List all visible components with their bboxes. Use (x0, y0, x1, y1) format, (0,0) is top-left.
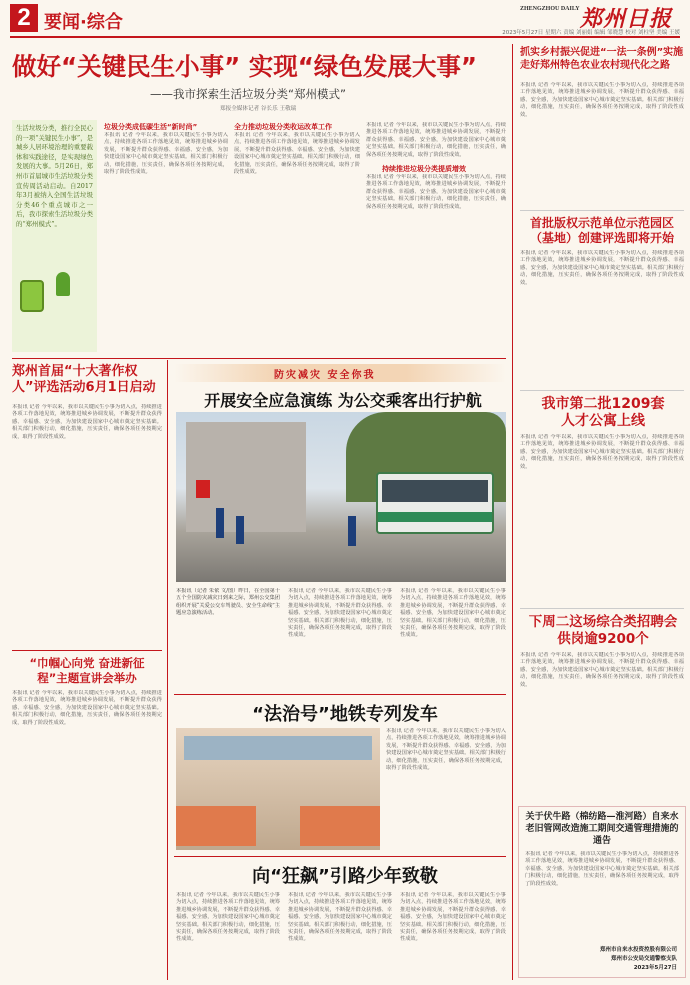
lead-byline: 郑报全媒体记者 谷长乐 王敬瑞 (220, 106, 297, 112)
notice-date: 2023年5月27日 (633, 965, 677, 971)
drill-photo (176, 412, 506, 582)
center-headline: 开展安全应急演练 为公交乘客出行护航 (204, 391, 482, 410)
notice-body: 本报讯 记者 今年以来，我市以关键民生小事为切入点，持续推进各项工作落地见效，统筹推进城乡协调发展，不断提升群众获得感、幸福感、安全感，为加快建设国家中心城市奠定坚实基础。相关部门积极行动，细化措施，压实责任，确保各项任务按期完成，取得了阶段性成效。 (525, 851, 679, 887)
right-headline-2: 首批版权示范单位示范园区（基地）创建评选即将开始 (529, 216, 674, 245)
center-body-a: 本报讯 记者 今年以来，我市以关键民生小事为切入点，持续推进各项工作落地见效，统筹推进城乡协调发展，不断提升群众获得感、幸福感、安全感，为加快建设国家中心城市奠定坚实基础。相关部门积极行动，细化措施，压实责任，确保各项任务按期完成，取得了阶段性成效。 (288, 588, 392, 639)
tribute-body-c: 本报讯 记者 今年以来，我市以关键民生小事为切入点，持续推进各项工作落地见效，统筹推进城乡协调发展，不断提升群众获得感、幸福感、安全感，为加快建设国家中心城市奠定坚实基础。相关部门积极行动，细化措施，压实责任，确保各项任务按期完成，取得了阶段性成效。 (400, 892, 506, 943)
lead-subhead-2: 全力推动垃圾分类收运改革工作 (234, 123, 332, 131)
lead-deck: ——我市探索生活垃圾分类“郑州模式” (150, 87, 346, 101)
notice-signature-2: 郑州市公安局交通警察支队 (610, 956, 677, 962)
left-headline-1: 郑州首届“十大著作权人”评选活动6月1日启动 (12, 364, 156, 395)
center-rule-1 (174, 694, 506, 695)
notice-signature-1: 郑州市自来水投资控股有限公司 (599, 947, 677, 953)
drill-caption: 本报讯（记者 朱依 文/图）昨日，在全国第十五个全国防灾减灾日到来之际，郑州公交集团组织开展“关爱公交车驾驶员、安全生命线”主题应急演练活动。 (176, 588, 280, 617)
left-body-2: 本报讯 记者 今年以来，我市以关键民生小事为切入点，持续推进各项工作落地见效，统筹推进城乡协调发展，不断提升群众获得感、幸福感、安全感，为加快建设国家中心城市奠定坚实基础。相关部门积极行动，细化措施，压实责任，确保各项任务按期完成，取得了阶段性成效。 (12, 690, 162, 726)
lead-subhead-3: 持续推进垃圾分类提质增效 (382, 165, 466, 173)
drill-person-1 (216, 508, 224, 538)
left-headline-2: “巾帼心向党 奋进新征程”主题宣讲会举办 (29, 656, 145, 685)
right-rule-3 (520, 608, 684, 609)
metro-window (184, 736, 372, 760)
lead-headline: 做好“关键民生小事” 实现“绿色发展大事” (12, 52, 477, 81)
plant-icon (56, 272, 70, 296)
banner (174, 364, 506, 382)
metro-seat-left (176, 806, 256, 846)
recycle-icon (20, 280, 44, 312)
lead-col-2: 本报讯 记者 今年以来，我市以关键民生小事为切入点，持续推进各项工作落地见效，统筹推进城乡协调发展，不断提升群众获得感、幸福感、安全感，为加快建设国家中心城市奠定坚实基础。相关部门积极行动，细化措施，压实责任，确保各项任务按期完成，取得了阶段性成效。 (234, 132, 360, 176)
right-rule-2 (520, 390, 684, 391)
intro-box (12, 120, 97, 352)
section-title: 要闻·综合 (44, 12, 123, 33)
notice-title: 关于伏牛路（棉纺路—淮河路）自来水老旧管网改造施工期间交通管理措施的通告 (525, 812, 679, 846)
drill-person-3 (348, 516, 356, 546)
right-body-3: 本报讯 记者 今年以来，我市以关键民生小事为切入点，持续推进各项工作落地见效，统筹推进城乡协调发展，不断提升群众获得感、幸福感、安全感，为加快建设国家中心城市奠定坚实基础。相关部门积极行动，细化措施，压实责任，确保各项任务按期完成，取得了阶段性成效。 (520, 434, 684, 470)
lead-col-1: 本报讯 记者 今年以来，我市以关键民生小事为切入点，持续推进各项工作落地见效，统筹推进城乡协调发展，不断提升群众获得感、幸福感、安全感，为加快建设国家中心城市奠定坚实基础。相关部门积极行动，细化措施，压实责任，确保各项任务按期完成，取得了阶段性成效。 (104, 132, 228, 176)
tribute-headline: 向“狂飙”引路少年致敬 (252, 866, 438, 887)
flag (196, 480, 210, 498)
center-rule-2 (174, 856, 506, 857)
divider-left-center (167, 360, 168, 980)
right-rule-1 (520, 210, 684, 211)
brand-logo: 郑州日报 (580, 7, 673, 32)
metro-photo (176, 728, 380, 850)
left-body-1: 本报讯 记者 今年以来，我市以关键民生小事为切入点，持续推进各项工作落地见效，统筹推进城乡协调发展，不断提升群众获得感、幸福感、安全感，为加快建设国家中心城市奠定坚实基础。相关部门积极行动，细化措施，压实责任，确保各项任务按期完成，取得了阶段性成效。 (12, 404, 162, 440)
lead-col-3: 本报讯 记者 今年以来，我市以关键民生小事为切入点，持续推进各项工作落地见效，统筹推进城乡协调发展，不断提升群众获得感、幸福感、安全感，为加快建设国家中心城市奠定坚实基础。相关部门积极行动，细化措施，压实责任，确保各项任务按期完成，取得了阶段性成效。 (366, 122, 506, 158)
metro-seat-right (300, 806, 380, 846)
center-body-b: 本报讯 记者 今年以来，我市以关键民生小事为切入点，持续推进各项工作落地见效，统筹推进城乡协调发展，不断提升群众获得感、幸福感、安全感，为加快建设国家中心城市奠定坚实基础。相关部门积极行动，细化措施，压实责任，确保各项任务按期完成，取得了阶段性成效。 (400, 588, 506, 639)
right-body-4: 本报讯 记者 今年以来，我市以关键民生小事为切入点，持续推进各项工作落地见效，统筹推进城乡协调发展，不断提升群众获得感、幸福感、安全感，为加快建设国家中心城市奠定坚实基础。相关部门积极行动，细化措施，压实责任，确保各项任务按期完成，取得了阶段性成效。 (520, 652, 684, 688)
lead-subhead-1: 垃圾分类成低碳生活“新时尚” (104, 123, 198, 131)
intro-text: 生活垃圾分类，推行全民心的一项“关键民生小事”，是城乡人居环境治理的重要载体和实践途径，是实现绿色发展的大事。5月26日，郑州市首届城市生活垃圾分类宣传周活动启动。自2017年3月被纳入全国生活垃圾分类46个重点城市之一后，我市探索生活垃圾分类的“郑州模式”。 (16, 124, 93, 228)
date-line: 2023年5月27日 星期六 责编 刘丽娟 编辑 邹晓慧 校对 刘柱坚 美编 王媛 (502, 30, 680, 36)
right-body-2: 本报讯 记者 今年以来，我市以关键民生小事为切入点，持续推进各项工作落地见效，统筹推进城乡协调发展，不断提升群众获得感、幸福感、安全感，为加快建设国家中心城市奠定坚实基础。相关部门积极行动，细化措施，压实责任，确保各项任务按期完成，取得了阶段性成效。 (520, 250, 684, 286)
banner-tag: 防灾减灾 安全你我 (274, 370, 376, 381)
left-rule-1 (12, 358, 506, 359)
notice-box (518, 806, 686, 978)
metro-headline: “法治号”地铁专列发车 (252, 704, 438, 725)
right-headline-1: 抓实乡村振兴促进“一法一条例”实施 走好郑州特色农业农村现代化之路 (520, 47, 684, 71)
tribute-body-b: 本报讯 记者 今年以来，我市以关键民生小事为切入点，持续推进各项工作落地见效，统筹推进城乡协调发展，不断提升群众获得感、幸福感、安全感，为加快建设国家中心城市奠定坚实基础。相关部门积极行动，细化措施，压实责任，确保各项任务按期完成，取得了阶段性成效。 (288, 892, 392, 943)
brand-en: ZHENGZHOU DAILY (520, 6, 580, 12)
right-headline-3: 我市第二批1209套人才公寓上线 (541, 396, 665, 429)
lead-col-3b: 本报讯 记者 今年以来，我市以关键民生小事为切入点，持续推进各项工作落地见效，统筹推进城乡协调发展，不断提升群众获得感、幸福感、安全感，为加快建设国家中心城市奠定坚实基础。相关部门积极行动，细化措施，压实责任，确保各项任务按期完成，取得了阶段性成效。 (366, 174, 506, 210)
tribute-body-a: 本报讯 记者 今年以来，我市以关键民生小事为切入点，持续推进各项工作落地见效，统筹推进城乡协调发展，不断提升群众获得感、幸福感、安全感，为加快建设国家中心城市奠定坚实基础。相关部门积极行动，细化措施，压实责任，确保各项任务按期完成，取得了阶段性成效。 (176, 892, 280, 943)
right-body-1: 本报讯 记者 今年以来，我市以关键民生小事为切入点，持续推进各项工作落地见效，统筹推进城乡协调发展，不断提升群众获得感、幸福感、安全感，为加快建设国家中心城市奠定坚实基础。相关部门积极行动，细化措施，压实责任，确保各项任务按期完成，取得了阶段性成效。 (520, 82, 684, 118)
header-rule (10, 36, 680, 38)
metro-body: 本报讯 记者 今年以来，我市以关键民生小事为切入点，持续推进各项工作落地见效，统筹推进城乡协调发展，不断提升群众获得感、幸福感、安全感，为加快建设国家中心城市奠定坚实基础。相关部门积极行动，细化措施，压实责任，确保各项任务按期完成，取得了阶段性成效。 (386, 728, 506, 772)
left-rule-2 (12, 650, 162, 651)
page-number: 2 (10, 4, 38, 32)
bus (376, 472, 494, 534)
building (186, 422, 306, 532)
right-headline-4: 下周二这场综合类招聘会供岗逾9200个 (528, 614, 678, 647)
divider-main-right (512, 44, 513, 980)
drill-person-2 (236, 516, 244, 544)
